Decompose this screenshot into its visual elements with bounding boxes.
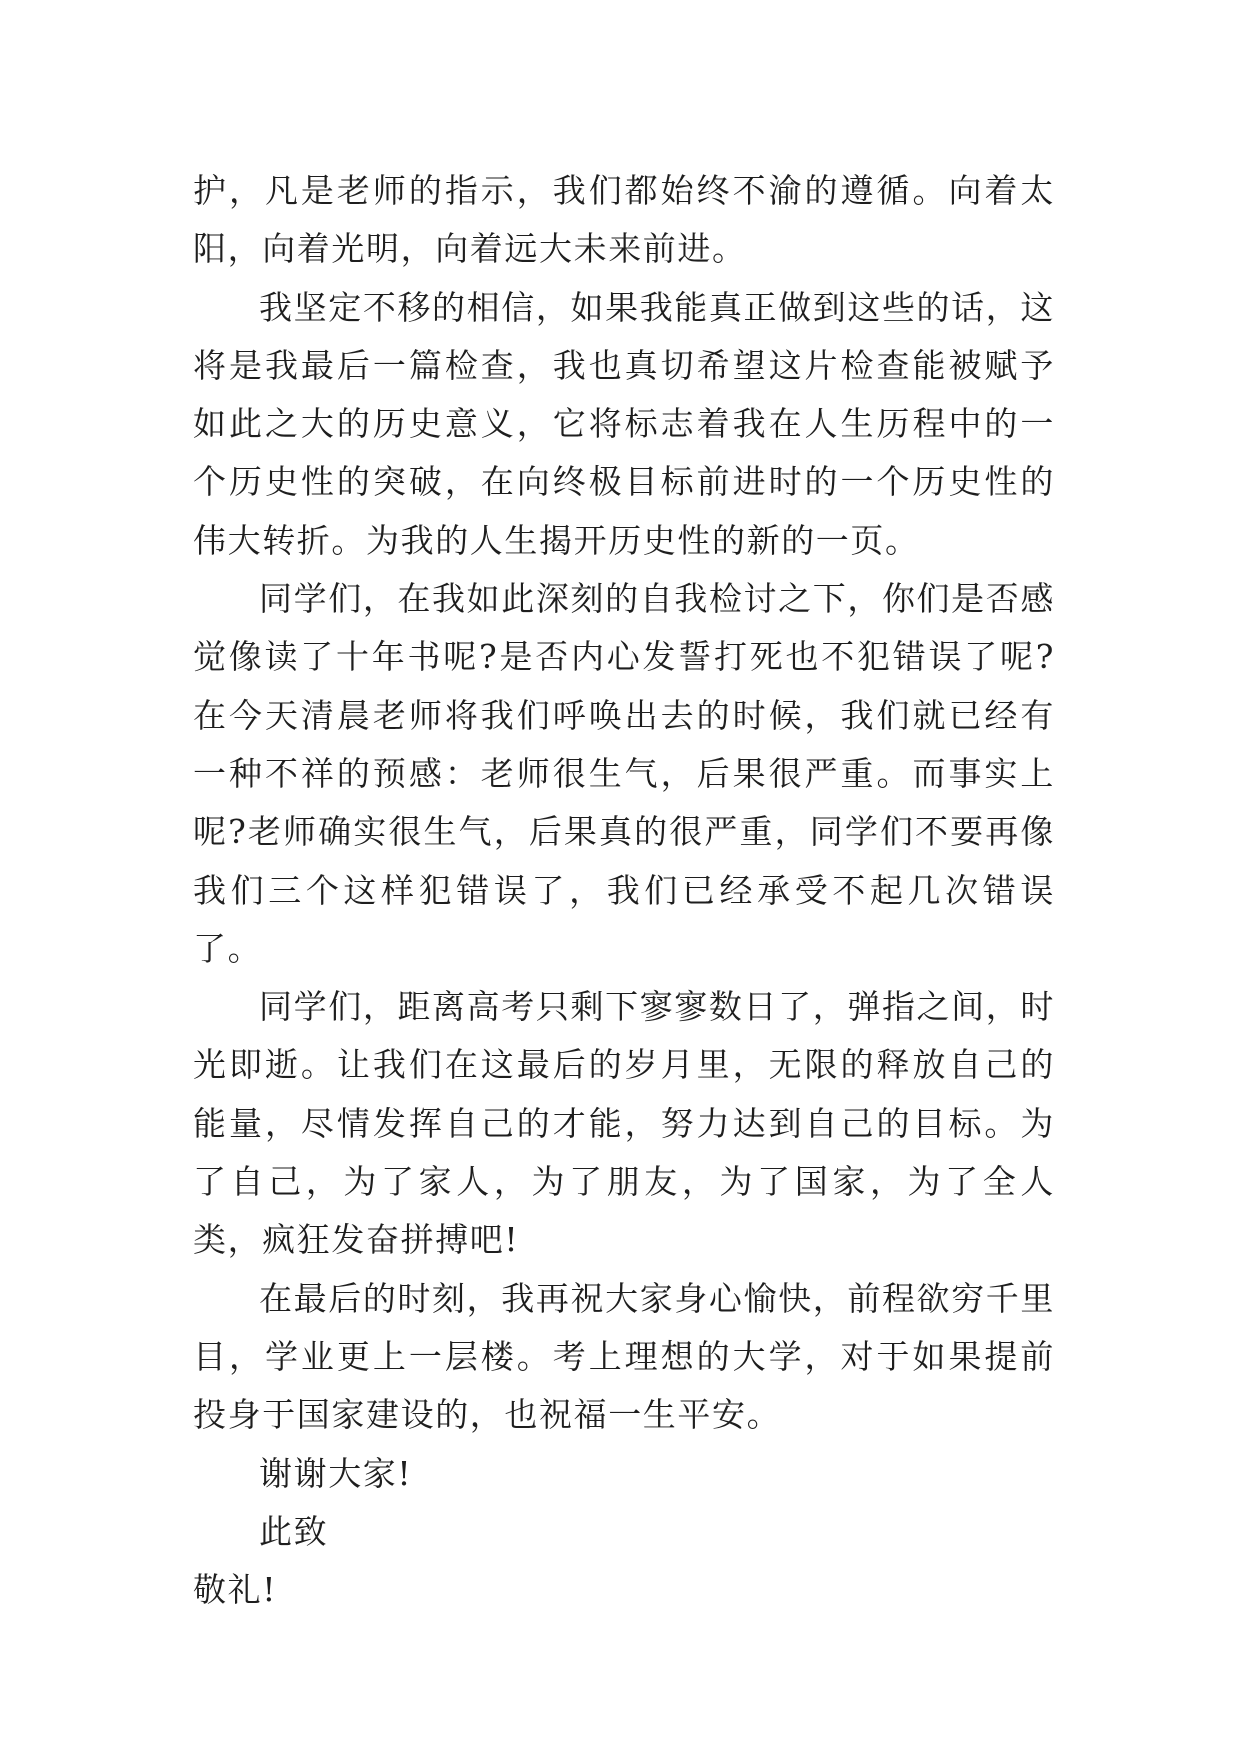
- document-body: [193, 162, 1055, 1619]
- paragraph-exam-encouragement: 同学们，距离高考只剩下寥寥数日了，弹指之间，时光即逝。让我们在这最后的岁月里，无限的释放自己的能量，尽情发挥自己的才能，努力达到自己的目标。为了自己，为了家人，为了朋友，为了国家，为了全人类，疯狂发奋拼搏吧!: [193, 987, 1055, 1260]
- closing-regards: 敬礼!: [193, 1570, 278, 1610]
- closing-salutation: 此致: [259, 1511, 329, 1551]
- paragraph-classmates-reflection: 同学们，在我如此深刻的自我检讨之下，你们是否感觉像读了十年书呢?是否内心发誓打死也不犯错误了呢?在今天清晨老师将我们呼唤出去的时候，我们就已经有一种不祥的预感：老师很生气，后果很严重。而事实上呢?老师确实很生气，后果真的很严重，同学们不要再像我们三个这样犯错误了，我们已经承受不起几次错误了。: [193, 579, 1055, 968]
- paragraph-thanks: 谢谢大家!: [259, 1453, 413, 1493]
- paragraph-continuation: 护，凡是老师的指示，我们都始终不渝的遵循。向着太阳，向着光明，向着远大未来前进。: [193, 171, 1055, 269]
- paragraph-belief: 我坚定不移的相信，如果我能真正做到这些的话，这将是我最后一篇检查，我也真切希望这片检查能被赋予如此之大的历史意义，它将标志着我在人生历程中的一个历史性的突破，在向终极目标前进时的一个历史性的伟大转折。为我的人生揭开历史性的新的一页。: [193, 287, 1055, 560]
- paragraph-blessing: 在最后的时刻，我再祝大家身心愉快，前程欲穷千里目，学业更上一层楼。考上理想的大学，对于如果提前投身于国家建设的，也祝福一生平安。: [193, 1278, 1055, 1435]
